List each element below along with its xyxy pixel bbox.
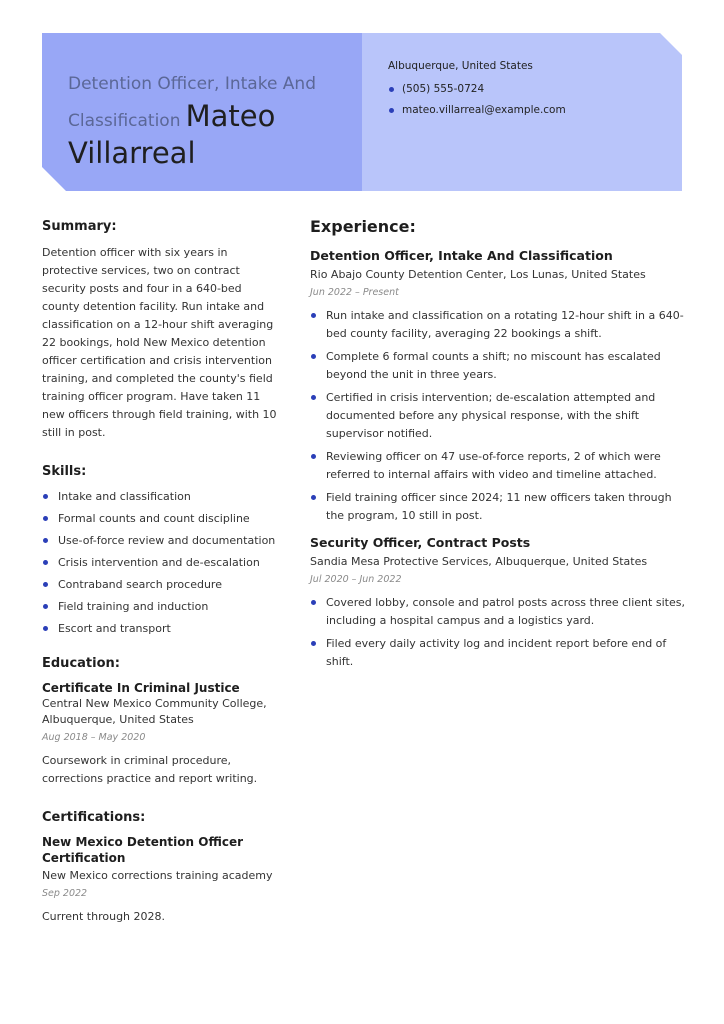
education-entry	[42, 680, 282, 788]
skill-item: Field training and induction	[42, 598, 282, 616]
summary-heading: Summary:	[42, 219, 117, 234]
skills-heading: Skills:	[42, 464, 87, 479]
right-column	[310, 217, 685, 676]
job-org-1: Sandia Mesa Protective Services, Albuquerque, United States	[310, 555, 648, 568]
job-org-0: Rio Abajo County Detention Center, Los Lunas, United States	[310, 268, 646, 281]
experience-heading: Experience:	[310, 217, 416, 236]
certification-org: New Mexico corrections training academy	[42, 869, 273, 882]
left-column	[42, 219, 282, 926]
job-bullet: Complete 6 formal counts a shift; no miscount has escalated beyond the unit in three years.	[310, 348, 685, 384]
education-org: Central New Mexico Community College, Albuquerque, United States	[42, 697, 267, 726]
skill-item: Formal counts and count discipline	[42, 510, 282, 528]
certifications-heading: Certifications:	[42, 810, 146, 825]
skill-item: Use-of-force review and documentation	[42, 532, 282, 550]
candidate-name: Mateo Villarreal	[68, 99, 276, 170]
job-dates-0: Jun 2022 – Present	[310, 287, 399, 298]
job-title-0: Detention Officer, Intake And Classification	[310, 248, 613, 263]
experience-entry	[310, 535, 685, 671]
job-dates-1: Jul 2020 – Jun 2022	[310, 574, 402, 585]
job-bullet: Covered lobby, console and patrol posts across three client sites, including a hospital campus and a logistics yard.	[310, 594, 685, 630]
education-title: Certificate In Criminal Justice	[42, 681, 240, 695]
job-bullet: Reviewing officer on 47 use-of-force reports, 2 of which were referred to internal affairs with video and timeline attached.	[310, 448, 685, 484]
phone: (505) 555-0724	[388, 83, 678, 95]
certification-title: New Mexico Detention Officer Certification	[42, 835, 243, 865]
job-bullet: Certified in crisis intervention; de-escalation attempted and documented before any physical response, with the shift supervisor notified.	[310, 389, 685, 443]
job-bullet: Field training officer since 2024; 11 new officers taken through the program, 10 still in post.	[310, 489, 685, 525]
job-bullet: Run intake and classification on a rotating 12-hour shift in a 640-bed county facility, averaging 22 bookings a shift.	[310, 307, 685, 343]
education-dates: Aug 2018 – May 2020	[42, 732, 146, 743]
contact-info	[388, 60, 678, 125]
skills-list	[42, 488, 282, 638]
certification-dates: Sep 2022	[42, 888, 88, 899]
job-bullets-0	[310, 307, 685, 525]
education-heading: Education:	[42, 656, 120, 671]
email: mateo.villarreal@example.com	[388, 104, 678, 116]
skill-item: Contraband search procedure	[42, 576, 282, 594]
job-title: Detention Officer, Intake And Classification	[68, 74, 317, 131]
location: Albuquerque, United States	[388, 60, 533, 72]
education-text: Coursework in criminal procedure, corrections practice and report writing.	[42, 754, 258, 785]
job-title-1: Security Officer, Contract Posts	[310, 535, 531, 550]
summary-text: Detention officer with six years in protective services, two on contract security posts and four in a 640-bed county detention facility. Run intake and classification on a 12-hour shift averaging 22 bookings, hold New Mexico detention officer certification and crisis intervention training, and completed the county's field training officer program. Have taken 11 new officers through field training, with 10 still in post.	[42, 246, 277, 439]
skill-item: Crisis intervention and de-escalation	[42, 554, 282, 572]
certification-text: Current through 2028.	[42, 910, 166, 923]
title-block	[68, 67, 328, 169]
skill-item: Escort and transport	[42, 620, 282, 638]
job-bullets-1	[310, 594, 685, 671]
certification-entry	[42, 834, 282, 926]
experience-entry	[310, 248, 685, 525]
job-bullet: Filed every daily activity log and incident report before end of shift.	[310, 635, 685, 671]
skill-item: Intake and classification	[42, 488, 282, 506]
resume-header	[42, 33, 682, 191]
